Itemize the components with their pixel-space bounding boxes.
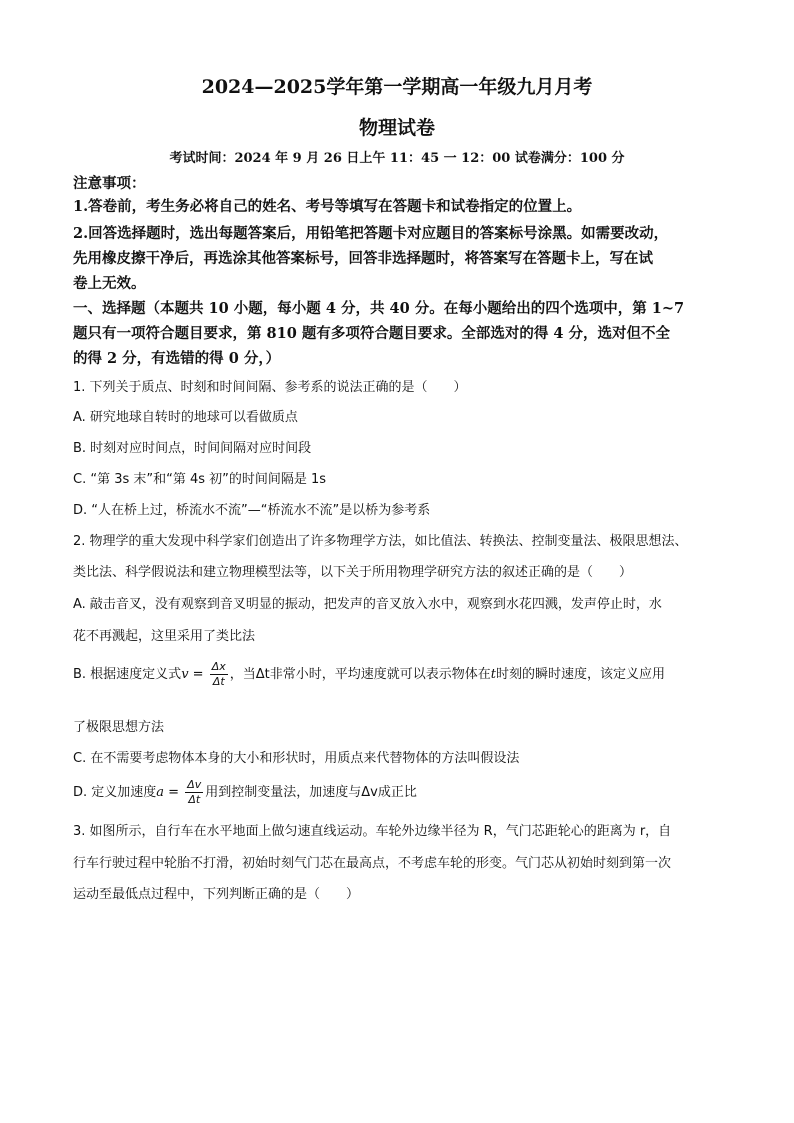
acceleration-fraction: [185, 778, 203, 807]
fraction-numerator: Δv: [187, 778, 202, 791]
q2-stem-line-2: 类比法、科学假说法和建立物理模型法等，以下关于所用物理学研究方法的叙述正确的是（ ）: [73, 565, 633, 580]
velocity-symbol: v: [181, 667, 189, 682]
q2-option-d-mid: 用到控制变量法，加速度与: [205, 785, 362, 800]
delta-v-symbol: Δv: [361, 785, 378, 800]
delta-t-symbol: Δt: [255, 667, 270, 682]
q1-option-a: A. 研究地球自转时的地球可以看做质点: [73, 410, 298, 425]
q3-stem-line-1: 3. 如图所示，自行车在水平地面上做匀速直线运动。车轮外边缘半径为 R，气门芯距轮心的距离为 r，自: [73, 824, 672, 839]
q2-option-b-line-2: 了极限思想方法: [73, 720, 165, 735]
exam-info: 考试时间：2024 年 9 月 26 日上午 11：45 一 12：00 试卷满分：100 分: [169, 151, 625, 166]
section-1-line-1: 一、选择题（本题共 10 小题，每小题 4 分，共 40 分。在每小题给出的四个选项中，第 1~7: [73, 300, 685, 317]
fraction-denominator: Δt: [188, 793, 201, 806]
q1-option-b: B. 时刻对应时间点，时间间隔对应时间段: [73, 441, 312, 456]
q2-option-b-mid-2: 非常小时，平均速度就可以表示物体在: [269, 667, 491, 682]
section-1-line-2: 题只有一项符合题目要求，第 810 题有多项符合题目要求。全部选对的得 4 分，选对但不全: [73, 325, 671, 342]
notice-item-2-line-3: 卷上无效。: [73, 275, 146, 292]
q3-stem-line-3: 运动至最低点过程中，下列判断正确的是（ ）: [73, 887, 360, 902]
fraction-numerator: Δx: [211, 660, 226, 673]
q2-option-d: [73, 778, 417, 807]
exam-subtitle: 物理试卷: [358, 117, 435, 139]
exam-title: 2024—2025学年第一学期高一年级九月月考: [201, 76, 593, 98]
section-1-line-3: 的得 2 分，有选错的得 0 分，）: [73, 350, 281, 367]
q2-option-b-mid-1: ，当: [229, 667, 256, 682]
q2-option-c: C. 在不需要考虑物体本身的大小和形状时，用质点来代替物体的方法叫假设法: [73, 751, 520, 766]
q2-option-d-prefix: D. 定义加速度: [73, 785, 157, 800]
q2-option-a-line-1: A. 敲击音叉，没有观察到音叉明显的振动，把发声的音叉放入水中，观察到水花四溅，发声停止时，水: [73, 597, 662, 612]
q2-option-b-prefix: B. 根据速度定义式: [73, 667, 182, 682]
q2-option-a-line-2: 花不再溅起，这里采用了类比法: [73, 629, 256, 644]
equals-sign: =: [188, 667, 208, 682]
fraction-denominator: Δt: [212, 675, 225, 688]
velocity-fraction: [210, 660, 228, 689]
q2-option-b-suffix: 时刻的瞬时速度，该定义应用: [496, 667, 666, 682]
notice-item-1: 1.答卷前，考生务必将自己的姓名、考号等填写在答题卡和试卷指定的位置上。: [73, 198, 582, 215]
notice-item-2-line-1: 2.回答选择题时，选出每题答案后，用铅笔把答题卡对应题目的答案标号涂黑。如需要改动，: [73, 225, 669, 242]
notice-heading: 注意事项：: [73, 175, 146, 192]
acceleration-symbol: a: [156, 785, 165, 800]
q1-option-c: C. “第 3s 末”和“第 4s 初”的时间间隔是 1s: [73, 472, 327, 487]
q3-stem-line-2: 行车行驶过程中轮胎不打滑，初始时刻气门芯在最高点，不考虑车轮的形变。气门芯从初始时刻到第一次: [73, 856, 672, 871]
q2-option-b-line-1: [73, 660, 665, 689]
q2-stem-line-1: 2. 物理学的重大发现中科学家们创造出了许多物理学方法，如比值法、转换法、控制变量法、极限思想法、: [73, 534, 688, 549]
q2-option-d-suffix: 成正比: [377, 785, 417, 800]
equals-sign: =: [164, 785, 184, 800]
notice-item-2-line-2: 先用橡皮擦干净后，再选涂其他答案标号，回答非选择题时，将答案写在答题卡上，写在试: [73, 250, 653, 267]
q1-option-d: D. “人在桥上过，桥流水不流”—“桥流水不流”是以桥为参考系: [73, 503, 431, 518]
time-symbol: t: [490, 667, 497, 682]
q1-stem: 1. 下列关于质点、时刻和时间间隔、参考系的说法正确的是（ ）: [73, 380, 467, 395]
